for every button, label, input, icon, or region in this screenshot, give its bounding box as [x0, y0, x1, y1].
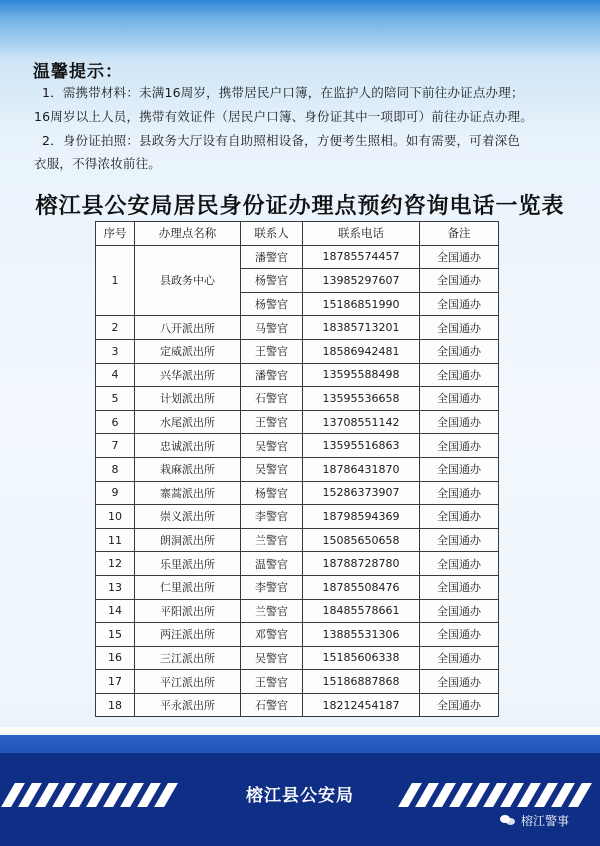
header-phone: 联系电话	[303, 222, 420, 246]
cell-person: 吴警官	[241, 457, 303, 481]
cell-phone: 13985297607	[303, 269, 420, 293]
cell-person: 石警官	[241, 387, 303, 411]
cell-no: 10	[96, 505, 135, 529]
account-watermark	[500, 812, 569, 829]
cell-person: 杨警官	[241, 269, 303, 293]
cell-name: 栽麻派出所	[135, 457, 241, 481]
cell-person: 石警官	[241, 693, 303, 717]
cell-phone: 15286373907	[303, 481, 420, 505]
cell-name: 两汪派出所	[135, 623, 241, 647]
cell-person: 马警官	[241, 316, 303, 340]
header-no: 序号	[96, 222, 135, 246]
cell-no: 5	[96, 387, 135, 411]
cell-person: 邓警官	[241, 623, 303, 647]
cell-note: 全国通办	[420, 292, 499, 316]
cell-note: 全国通办	[420, 363, 499, 387]
cell-person: 潘警官	[241, 363, 303, 387]
cell-note: 全国通办	[420, 670, 499, 694]
notice-line-2: 16周岁以上人员，携带有效证件（居民户口簿、身份证其中一项即可）前往办证点办理。	[34, 109, 533, 124]
cell-note: 全国通办	[420, 339, 499, 363]
cell-phone: 15185606338	[303, 646, 420, 670]
table-row	[96, 245, 499, 269]
table-row	[96, 623, 499, 647]
cell-name: 三江派出所	[135, 646, 241, 670]
cell-no: 6	[96, 410, 135, 434]
header-person: 联系人	[241, 222, 303, 246]
table-header-row	[96, 222, 499, 246]
cell-no: 1	[96, 245, 135, 316]
cell-no: 7	[96, 434, 135, 458]
cell-person: 王警官	[241, 410, 303, 434]
cell-no: 17	[96, 670, 135, 694]
table-row	[96, 505, 499, 529]
cell-phone: 18385713201	[303, 316, 420, 340]
table-row	[96, 693, 499, 717]
cell-note: 全国通办	[420, 269, 499, 293]
cell-no: 4	[96, 363, 135, 387]
cell-no: 2	[96, 316, 135, 340]
header-note: 备注	[420, 222, 499, 246]
cell-phone: 13595516863	[303, 434, 420, 458]
table-row	[96, 670, 499, 694]
table-row	[96, 599, 499, 623]
cell-phone: 18212454187	[303, 693, 420, 717]
cell-note: 全国通办	[420, 505, 499, 529]
cell-phone: 18798594369	[303, 505, 420, 529]
cell-phone: 18786431870	[303, 457, 420, 481]
table-title: 榕江县公安局居民身份证办理点预约咨询电话一览表	[35, 193, 565, 219]
cell-person: 王警官	[241, 670, 303, 694]
cell-phone: 18785574457	[303, 245, 420, 269]
cell-phone: 13595536658	[303, 387, 420, 411]
cell-name: 县政务中心	[135, 245, 241, 316]
cell-name: 平江派出所	[135, 670, 241, 694]
cell-phone: 13595588498	[303, 363, 420, 387]
notice-title: 温馨提示：	[33, 62, 123, 82]
table-row	[96, 363, 499, 387]
cell-phone: 15186887868	[303, 670, 420, 694]
cell-no: 8	[96, 457, 135, 481]
cell-no: 16	[96, 646, 135, 670]
table-row	[96, 481, 499, 505]
table-body	[96, 245, 499, 717]
cell-name: 忠诚派出所	[135, 434, 241, 458]
cell-phone: 18586942481	[303, 339, 420, 363]
cell-person: 杨警官	[241, 481, 303, 505]
cell-note: 全国通办	[420, 552, 499, 576]
cell-name: 平阳派出所	[135, 599, 241, 623]
cell-name: 寨蒿派出所	[135, 481, 241, 505]
cell-no: 15	[96, 623, 135, 647]
cell-name: 仁里派出所	[135, 575, 241, 599]
cell-phone: 18788728780	[303, 552, 420, 576]
cell-phone: 18485578661	[303, 599, 420, 623]
watermark-text: 榕江警事	[521, 814, 570, 828]
cell-person: 王警官	[241, 339, 303, 363]
cell-person: 兰警官	[241, 599, 303, 623]
cell-phone: 13885531306	[303, 623, 420, 647]
cell-note: 全国通办	[420, 646, 499, 670]
cell-person: 潘警官	[241, 245, 303, 269]
cell-note: 全国通办	[420, 316, 499, 340]
notice-line-1: 1．需携带材料：未满16周岁，携带居民户口簿，在监护人的陪同下前往办证点办理；	[42, 85, 524, 100]
table-row	[96, 410, 499, 434]
cell-person: 兰警官	[241, 528, 303, 552]
table-row	[96, 528, 499, 552]
contact-table	[95, 221, 499, 717]
cell-person: 吴警官	[241, 434, 303, 458]
table-row	[96, 387, 499, 411]
cell-no: 12	[96, 552, 135, 576]
cell-note: 全国通办	[420, 457, 499, 481]
cell-note: 全国通办	[420, 575, 499, 599]
cell-no: 11	[96, 528, 135, 552]
cell-name: 计划派出所	[135, 387, 241, 411]
cell-name: 乐里派出所	[135, 552, 241, 576]
notice-line-4: 衣服，不得浓妆前往。	[34, 156, 162, 171]
cell-phone: 15085650658	[303, 528, 420, 552]
cell-phone: 18785508476	[303, 575, 420, 599]
cell-name: 平永派出所	[135, 693, 241, 717]
notice-line-3: 2．身份证拍照：县政务大厅设有自助照相设备，方便考生照相。如有需要，可着深色	[42, 133, 521, 148]
cell-name: 水尾派出所	[135, 410, 241, 434]
table-row	[96, 575, 499, 599]
cell-no: 14	[96, 599, 135, 623]
cell-no: 3	[96, 339, 135, 363]
cell-note: 全国通办	[420, 599, 499, 623]
header-name: 办理点名称	[135, 222, 241, 246]
cell-note: 全国通办	[420, 693, 499, 717]
cell-phone: 13708551142	[303, 410, 420, 434]
cell-person: 李警官	[241, 505, 303, 529]
cell-note: 全国通办	[420, 481, 499, 505]
cell-name: 崇义派出所	[135, 505, 241, 529]
cell-phone: 15186851990	[303, 292, 420, 316]
cell-name: 兴华派出所	[135, 363, 241, 387]
cell-no: 18	[96, 693, 135, 717]
cell-name: 八开派出所	[135, 316, 241, 340]
footer-agency-label: 榕江县公安局	[246, 786, 354, 806]
cell-note: 全国通办	[420, 387, 499, 411]
cell-note: 全国通办	[420, 410, 499, 434]
cell-no: 9	[96, 481, 135, 505]
cell-no: 13	[96, 575, 135, 599]
cell-name: 定威派出所	[135, 339, 241, 363]
cell-person: 温警官	[241, 552, 303, 576]
cell-person: 杨警官	[241, 292, 303, 316]
table-row	[96, 434, 499, 458]
table-row	[96, 339, 499, 363]
table-row	[96, 552, 499, 576]
cell-note: 全国通办	[420, 623, 499, 647]
cell-person: 李警官	[241, 575, 303, 599]
cell-note: 全国通办	[420, 434, 499, 458]
wechat-icon	[500, 814, 516, 827]
table-row	[96, 316, 499, 340]
cell-note: 全国通办	[420, 245, 499, 269]
table-row	[96, 646, 499, 670]
cell-note: 全国通办	[420, 528, 499, 552]
table-row	[96, 457, 499, 481]
cell-name: 朗洞派出所	[135, 528, 241, 552]
cell-person: 吴警官	[241, 646, 303, 670]
